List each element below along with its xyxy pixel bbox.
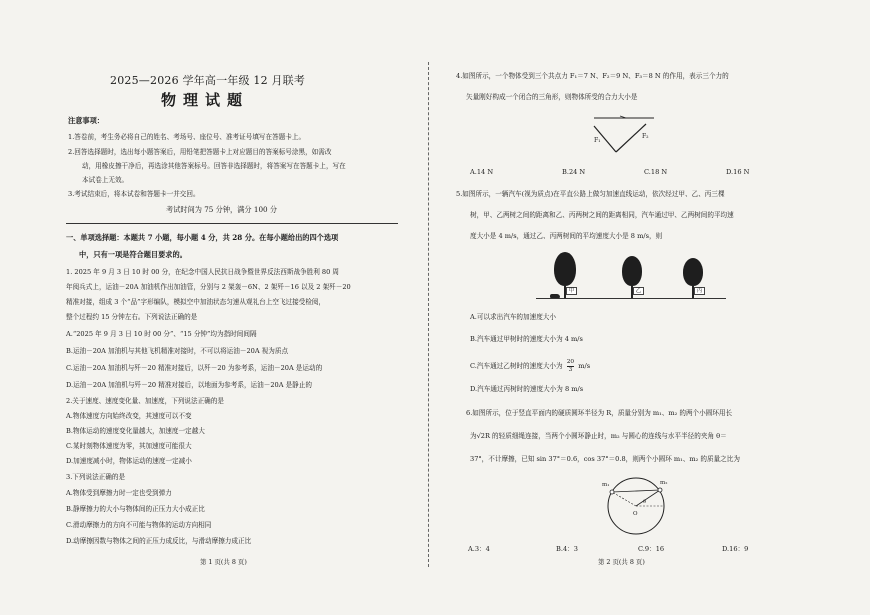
q6-option-d: D.16：9 [722, 545, 749, 553]
tree-tag-bing: 丙 [694, 287, 705, 295]
q5-option-d: D.汽车通过丙树时的速度大小为 8 m/s [470, 385, 584, 393]
exam-page-2 [432, 0, 870, 615]
ring-figure [598, 472, 674, 538]
notice-line: 1.答卷前，考生务必将自己的姓名、考场号、座位号、准考证号填写在答题卡上。 [68, 133, 306, 141]
q2-option-d: D.加速度减小时，物体运动的速度一定减小 [66, 457, 192, 465]
q5-stem: 度大小是 4 m/s，通过乙、丙两树间的平均速度大小是 8 m/s，则 [470, 232, 663, 240]
q1-stem: 年阅兵式上，运油－20A 加油机作出加油管，分别与 2 架轰－6N、2 架歼－16 以及 2 架歼－20 [66, 283, 351, 291]
tree-crown [683, 258, 703, 286]
q5-option-a: A.可以求出汽车的加速度大小 [470, 313, 556, 321]
q4-option-b: B.24 N [562, 168, 586, 176]
subject-title: 物理试题 [161, 91, 250, 109]
force-label-f1: F₁ [594, 137, 601, 144]
fraction-denominator: 3 [568, 366, 573, 373]
q1-stem: 1. 2025 年 9 月 3 日 10 时 00 分，在纪念中国人民抗日战争暨世界反法西斯战争胜利 80 周 [66, 268, 340, 276]
tree-crown [554, 252, 576, 286]
divider-line [66, 223, 398, 224]
q6-stem: 为√2R 的轻质细绳连接，当两个小圆环静止时，m₂ 与圆心的连线与水平半径的夹角 θ＝ [470, 432, 727, 440]
q3-option-b: B.静摩擦力的大小与物体间的正压力大小成正比 [66, 505, 205, 513]
notice-line: 2.回答选择题时，选出每小题答案后，用铅笔把答题卡上对应题目的答案标号涂黑，如需改 [68, 148, 332, 156]
q5-stem: 树，甲、乙两树之间的距离和乙、丙两树之间的距离相同，汽车通过甲、乙两树间的平均速 [470, 211, 734, 219]
q5-option-c-unit: m/s [578, 362, 591, 370]
exam-title: 2025—2026 学年高一年级 12 月联考 [110, 74, 306, 87]
exam-page-1 [0, 0, 425, 615]
q2-stem: 2.关于速度、速度变化量、加速度，下列说法正确的是 [66, 397, 224, 405]
q6-option-c: C.9：16 [638, 545, 665, 553]
q2-option-a: A.物体速度方向始终改变，其速度可以不变 [66, 412, 192, 420]
time-note: 考试时间为 75 分钟，满分 100 分 [166, 205, 278, 214]
q3-stem: 3.下列说法正确的是 [66, 473, 126, 481]
notice-line: 动，用橡皮擦干净后，再选涂其他答案标号。回答非选择题时，将答案写在答题卡上，写在 [82, 162, 346, 170]
q1-option-b: B.运油－20A 加油机与其他飞机精准对接时，不可以将运油－20A 视为质点 [66, 347, 289, 355]
page-divider [428, 62, 429, 567]
q3-option-a: A.物体受到摩擦力时一定也受到弹力 [66, 489, 172, 497]
q3-option-d: D.动摩擦因数与物体之间的正压力成反比，与滑动摩擦力成正比 [66, 537, 252, 545]
section-heading: 中，只有一项是符合题目要求的。 [79, 250, 187, 259]
page-footer: 第 2 页(共 8 页) [598, 558, 645, 566]
q4-stem: 4.如图所示，一个物体受到三个共点力 F₁＝7 N、F₂＝9 N、F₃＝8 N 的作用，表示三个力的 [456, 72, 729, 80]
fraction-numerator: 20 [566, 359, 575, 365]
q1-option-a: A.“2025 年 9 月 3 日 10 时 00 分”、“15 分钟”均为指时间间隔 [66, 330, 257, 338]
q6-stem: 37°，不计摩擦，已知 sin 37°＝0.6，cos 37°＝0.8，则两个小圆环 m₁、m₂ 的质量之比为 [470, 455, 740, 463]
notice-line: 3.考试结束后，将本试卷和答题卡一并交回。 [68, 190, 200, 198]
q2-option-c: C.某时刻物体速度为零，其加速度可能很大 [66, 442, 192, 450]
q1-option-c: C.运油－20A 加油机与歼－20 精准对接后，以歼－20 为参考系，运油－20A 是运动的 [66, 364, 323, 372]
q1-option-d: D.运油－20A 加油机与歼－20 精准对接后，以地面为参考系，运油－20A 是静止的 [66, 381, 312, 389]
road-line [536, 298, 726, 299]
q1-stem: 整个过程约 15 分钟左右。下列说法正确的是 [66, 313, 198, 321]
ring-label-theta: θ [643, 499, 647, 505]
notice-heading: 注意事项： [68, 116, 104, 125]
q4-option-c: C.18 N [644, 168, 668, 176]
force-triangle-figure [582, 110, 672, 160]
q6-stem: 6.如图所示，位于竖直平面内的硬质圆环半径为 R，质量分别为 m₁、m₂ 的两个小圆环用长 [466, 409, 733, 417]
q5-option-b: B.汽车通过甲树时的速度大小为 4 m/s [470, 335, 583, 343]
q6-option-b: B.4：3 [556, 545, 578, 553]
q1-stem: 精准对接，组成 3 个“品”字形编队，模拟空中加油状态匀速从观礼台上空飞过接受检阅， [66, 298, 326, 306]
q5-option-c [470, 359, 590, 373]
q6-option-a: A.3：4 [468, 545, 490, 553]
fraction [567, 359, 574, 373]
section-heading: 一、单项选择题：本题共 7 小题，每小题 4 分，共 28 分。在每小题给出的四个选项 [66, 233, 339, 242]
q3-option-c: C.滑动摩擦力的方向不可能与物体的运动方向相同 [66, 521, 212, 529]
tree-tag-jia: 甲 [566, 287, 577, 295]
notice-line: 本试卷上无效。 [82, 176, 129, 184]
tree-tag-yi: 乙 [633, 287, 644, 295]
ring-label-m2: m₂ [660, 480, 668, 486]
q5-option-c-text: C.汽车通过乙树时的速度大小为 [470, 362, 563, 370]
q5-stem: 5.如图所示，一辆汽车(视为质点)在平直公路上做匀加速直线运动，依次经过甲、乙、丙三棵 [456, 190, 725, 198]
q4-option-a: A.14 N [470, 168, 494, 176]
page-footer: 第 1 页(共 8 页) [200, 558, 247, 566]
tree-crown [622, 256, 642, 286]
q2-option-b: B.物体运动的速度变化量越大，加速度一定越大 [66, 427, 205, 435]
q4-stem: 矢量刚好构成一个闭合的三角形，则物体所受的合力大小是 [466, 93, 638, 101]
ring-label-m1: m₁ [602, 482, 610, 488]
q4-option-d: D.16 N [726, 168, 750, 176]
ring-label-o: O [633, 511, 638, 517]
force-label-f2: F₂ [642, 133, 649, 140]
